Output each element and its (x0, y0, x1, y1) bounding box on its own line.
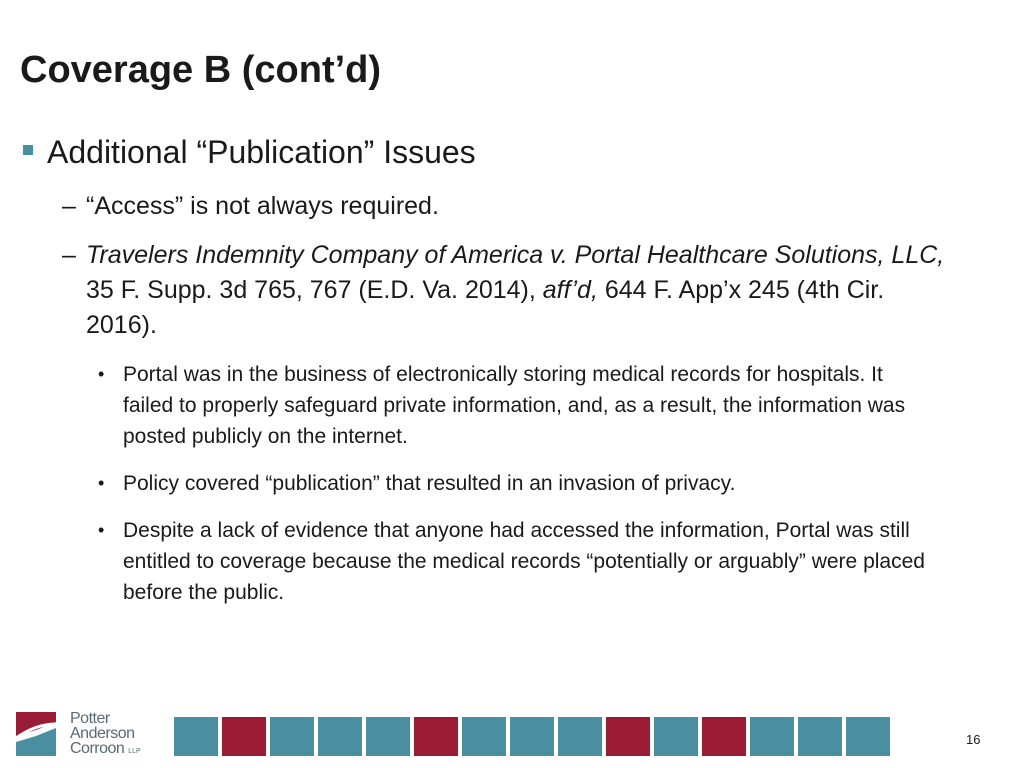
point-item (98, 359, 928, 452)
strip-square (414, 717, 458, 756)
strip-square (222, 717, 266, 756)
logo-line: Anderson (70, 725, 135, 742)
square-bullet-icon (23, 145, 33, 155)
point-text: Despite a lack of evidence that anyone had accessed the information, Portal was still entitled to coverage because the medical records “potentially or arguably” were placed before the public. (123, 519, 925, 604)
point-item (98, 515, 928, 608)
logo-line: Corroon LLP (70, 740, 141, 757)
strip-square (318, 717, 362, 756)
case-citation (86, 238, 962, 343)
strip-square (750, 717, 794, 756)
sub-bullet-text: “Access” is not always required. (86, 192, 439, 220)
point-text: Portal was in the business of electronically storing medical records for hospitals. It failed to properly safeguard private information, and, as a result, the information was posted publicly on the internet. (123, 363, 906, 448)
bullet-dot-icon: • (98, 473, 105, 493)
footer-color-strip (174, 717, 890, 756)
page-number: 16 (966, 732, 981, 747)
strip-square (606, 717, 650, 756)
strip-square (366, 717, 410, 756)
case-name: Travelers Indemnity Company of America v. Portal Healthcare Solutions, LLC, (86, 241, 945, 269)
main-bullet: Additional “Publication” Issues (47, 134, 476, 170)
logo-suffix: LLP (128, 748, 141, 755)
citation-part-a: 35 F. Supp. 3d 765, 767 (E.D. Va. 2014), (86, 276, 543, 304)
strip-square (846, 717, 890, 756)
strip-square (174, 717, 218, 756)
strip-square (558, 717, 602, 756)
strip-square (798, 717, 842, 756)
citation-part-b: 644 F. App’x 245 (4th Cir. 2016). (86, 276, 885, 339)
strip-square (270, 717, 314, 756)
bullet-dot-icon: • (98, 364, 105, 384)
point-item (98, 468, 928, 499)
strip-square (462, 717, 506, 756)
firm-logo-text (70, 711, 141, 759)
sub-bullet-case (62, 238, 962, 343)
dash-bullet-icon: – (62, 241, 76, 269)
strip-square (702, 717, 746, 756)
bullet-dot-icon: • (98, 520, 105, 540)
slide-title: Coverage B (cont’d) (20, 49, 382, 91)
dash-bullet-icon: – (62, 192, 76, 220)
point-text: Policy covered “publication” that resulted in an invasion of privacy. (123, 472, 736, 495)
strip-square (510, 717, 554, 756)
logo-line: Potter (70, 710, 110, 727)
strip-square (654, 717, 698, 756)
sub-bullet-access (62, 189, 962, 224)
affd-label: aff’d, (542, 276, 598, 304)
